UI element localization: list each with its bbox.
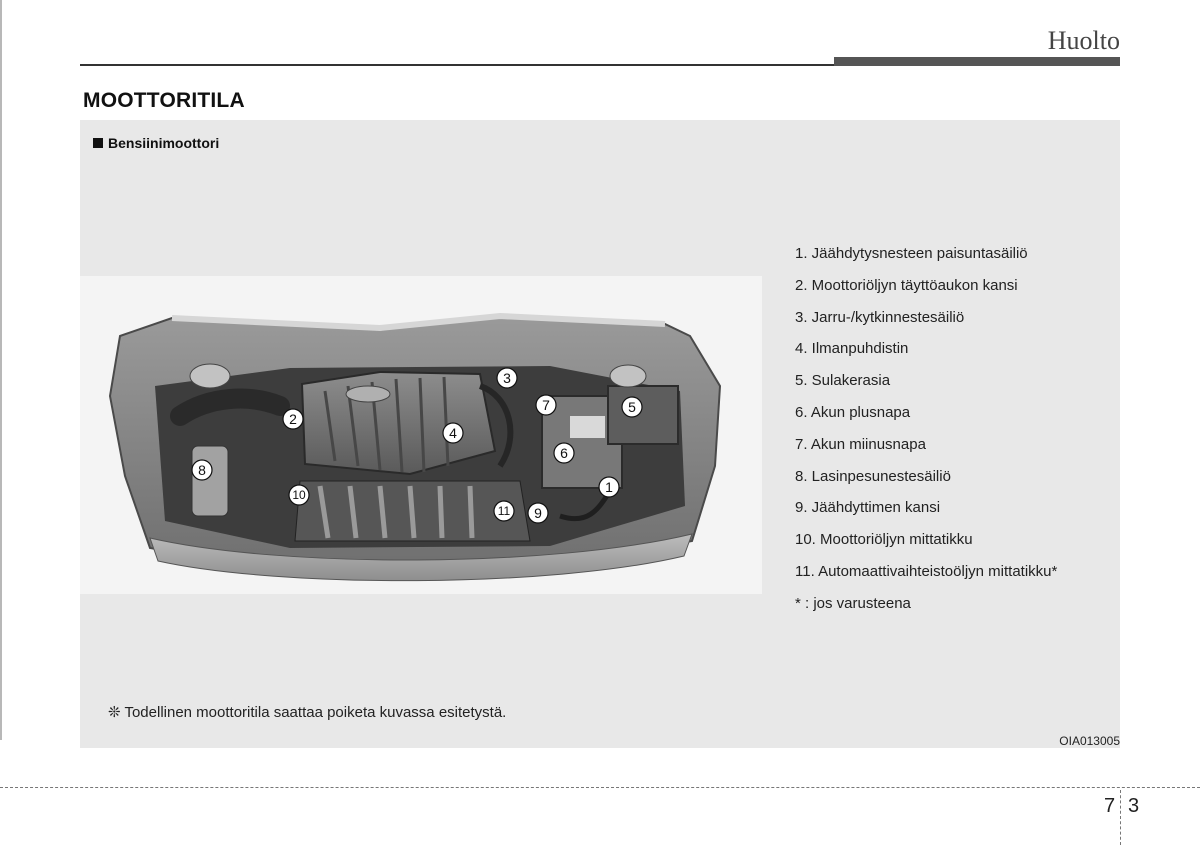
svg-text:8: 8 — [198, 462, 206, 478]
legend-item: 11. Automaattivaihteistoöljyn mittatikku* — [795, 562, 1058, 580]
svg-text:1: 1 — [605, 479, 613, 495]
callout-5 — [622, 397, 642, 417]
callout-10 — [289, 485, 309, 505]
callout-2 — [283, 409, 303, 429]
section-title: Huolto — [1047, 26, 1120, 55]
callout-11 — [494, 501, 514, 521]
svg-text:4: 4 — [449, 425, 457, 441]
footer-divider — [0, 787, 1200, 788]
legend-item: 5. Sulakerasia — [795, 372, 891, 390]
engine-bay-illustration — [80, 276, 762, 594]
svg-text:7: 7 — [542, 397, 550, 413]
callout-8 — [192, 460, 212, 480]
legend-item: 3. Jarru-/kytkinnestesäiliö — [795, 308, 965, 326]
chapter-number: 7 — [1104, 795, 1116, 817]
legend-item: 10. Moottoriöljyn mittatikku — [795, 531, 973, 549]
square-bullet-icon — [93, 138, 103, 148]
page-heading: MOOTTORITILA — [83, 89, 245, 112]
legend-item: 2. Moottoriöljyn täyttöaukon kansi — [795, 276, 1018, 294]
callout-3 — [497, 368, 517, 388]
component-legend — [795, 245, 1057, 627]
svg-text:2: 2 — [289, 411, 297, 427]
callout-6 — [554, 443, 574, 463]
legend-item: 4. Ilmanpuhdistin — [795, 340, 909, 358]
figure-footnote: ❊ Todellinen moottoritila saattaa poiketa kuvassa esitetystä. — [108, 704, 507, 721]
svg-text:11: 11 — [497, 504, 511, 518]
legend-item: 1. Jäähdytysnesteen paisuntasäiliö — [795, 245, 1028, 262]
svg-text:9: 9 — [534, 505, 542, 521]
header-rule — [80, 64, 836, 66]
page-number: 3 — [1128, 795, 1140, 817]
engine-type-subheading — [93, 135, 219, 151]
legend-note: * : jos varusteena — [795, 594, 911, 612]
svg-text:5: 5 — [628, 399, 636, 415]
svg-text:10: 10 — [292, 488, 306, 502]
callout-7 — [536, 395, 556, 415]
legend-item: 8. Lasinpesunestesäiliö — [795, 467, 951, 485]
image-code: OIA013005 — [1059, 734, 1120, 748]
page-number-divider — [1120, 790, 1121, 845]
legend-item: 6. Akun plusnapa — [795, 403, 911, 421]
svg-text:3: 3 — [503, 370, 511, 386]
engine-type-label: Bensiinimoottori — [108, 135, 220, 151]
legend-item: 9. Jäähdyttimen kansi — [795, 499, 941, 517]
callout-1 — [599, 477, 619, 497]
header-rule-accent — [834, 57, 1120, 66]
svg-text:6: 6 — [560, 445, 568, 461]
callout-4 — [443, 423, 463, 443]
page-edge — [0, 0, 2, 740]
legend-item: 7. Akun miinusnapa — [795, 435, 926, 453]
callout-9 — [528, 503, 548, 523]
